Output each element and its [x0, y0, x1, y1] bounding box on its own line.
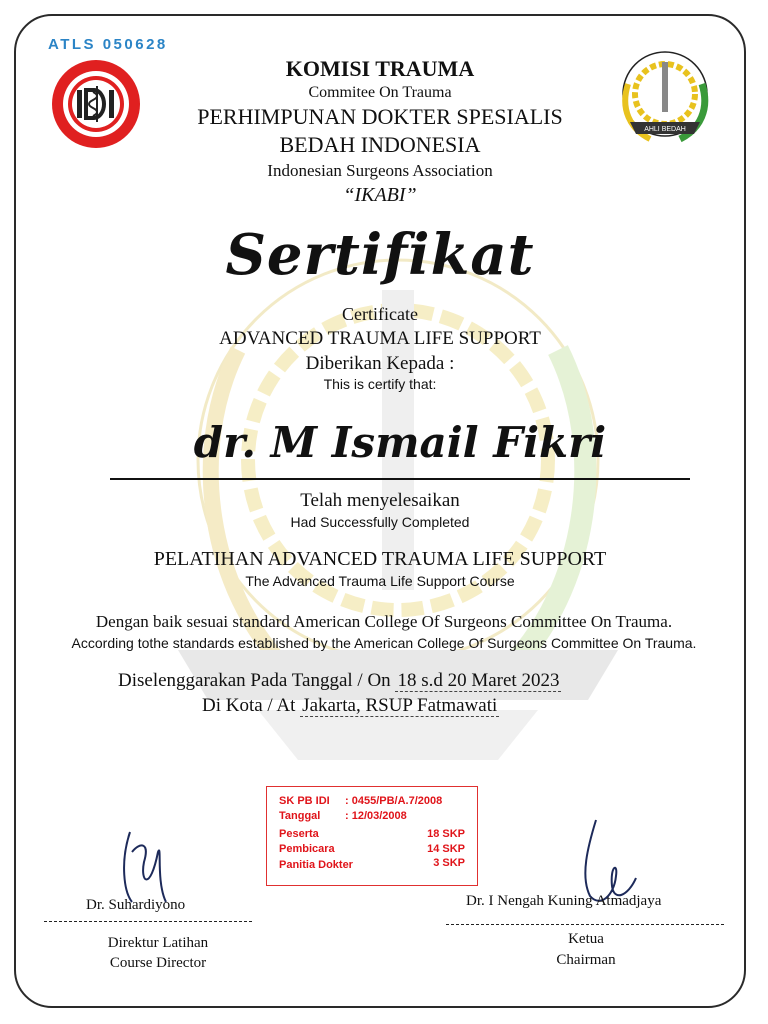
ikabi-logo-text: AHLI BEDAH — [644, 126, 686, 133]
event-city-line — [202, 695, 499, 717]
certificate-heading: Sertifikat — [225, 222, 535, 288]
association-english: Indonesian Surgeons Association — [267, 161, 493, 180]
event-date-line — [118, 670, 561, 692]
skp-credit-box — [266, 786, 478, 886]
event-date-value: 18 s.d 20 Maret 2023 — [397, 670, 560, 691]
event-date-label: Diselenggarakan Pada Tanggal / On — [118, 670, 391, 691]
participant-label: Peserta — [279, 828, 319, 840]
left-signatory-role: Direktur Latihan — [107, 935, 209, 951]
date-label: Tanggal — [279, 810, 321, 822]
association-name-line2: BEDAH INDONESIA — [279, 132, 481, 157]
program-title: ADVANCED TRAUMA LIFE SUPPORT — [219, 328, 541, 349]
certificate-heading-english: Certificate — [342, 304, 418, 324]
recipient-underline — [110, 478, 690, 480]
right-signature-line — [446, 924, 724, 925]
committee-label: Panitia Dokter — [279, 859, 353, 871]
speaker-label: Pembicara — [279, 843, 335, 855]
completed-label-english: Had Successfully Completed — [290, 514, 470, 530]
committee-skp: 3 SKP — [433, 857, 465, 869]
given-to-label: Diberikan Kepada : — [305, 353, 455, 374]
date-value: : 12/03/2008 — [345, 810, 407, 822]
association-abbreviation: “IKABI” — [343, 184, 417, 206]
course-title-english: The Advanced Trauma Life Support Course — [245, 573, 515, 589]
recipient-name: dr. M Ismail Fikri — [193, 418, 607, 467]
left-signatory-role-english: Course Director — [109, 955, 207, 971]
standard-statement: Dengan baik sesuai standard American College Of Surgeons Committee On Trauma. — [95, 612, 673, 631]
org-title: KOMISI TRAUMA — [285, 56, 475, 81]
completed-label: Telah menyelesaikan — [300, 490, 460, 511]
association-name-line1: PERHIMPUNAN DOKTER SPESIALIS — [197, 104, 563, 129]
right-signatory-name: Dr. I Nengah Kuning Atmadjaya — [466, 893, 662, 909]
event-city-value: Jakarta, RSUP Fatmawati — [302, 695, 498, 716]
sk-value: : 0455/PB/A.7/2008 — [345, 795, 443, 807]
certify-label: This is certify that: — [323, 376, 437, 392]
speaker-skp: 14 SKP — [427, 843, 465, 855]
standard-statement-english: According tothe standards established by the American College Of Surgeons Committee On Trauma. — [71, 635, 697, 651]
participant-skp: 18 SKP — [427, 828, 465, 840]
certificate-code: ATLS 050628 — [48, 36, 168, 53]
org-subtitle: Commitee On Trauma — [308, 84, 452, 101]
left-signatory-name: Dr. Suhardiyono — [86, 897, 186, 913]
left-signature-line — [44, 921, 252, 922]
right-signatory-role: Ketua — [568, 931, 604, 947]
event-city-label: Di Kota / At — [202, 695, 296, 716]
sk-label: SK PB IDI — [279, 795, 330, 807]
course-title: PELATIHAN ADVANCED TRAUMA LIFE SUPPORT — [153, 548, 607, 570]
right-signatory-role-english: Chairman — [556, 952, 616, 968]
